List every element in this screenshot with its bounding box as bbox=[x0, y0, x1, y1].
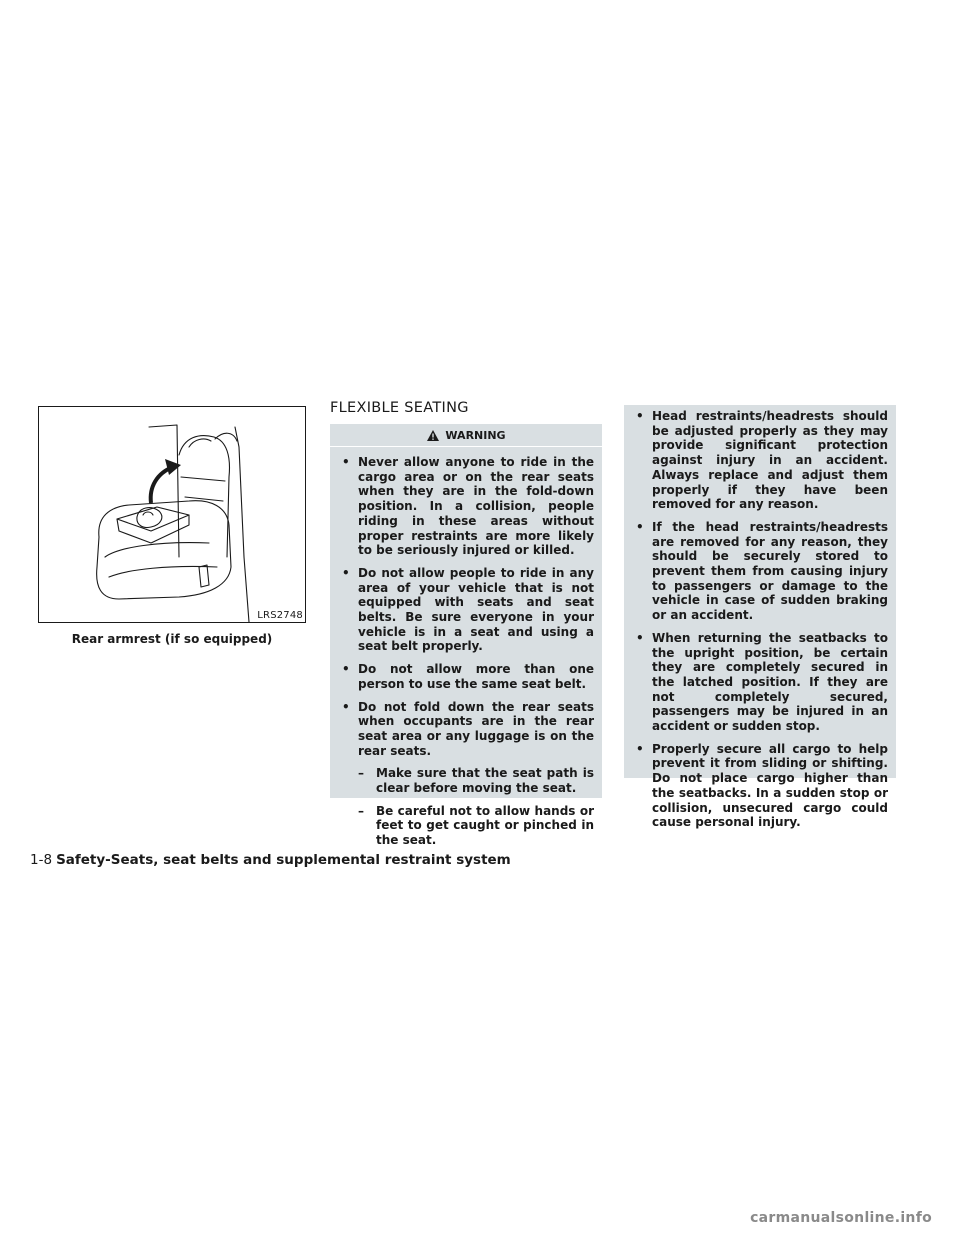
seat-illustration bbox=[39, 407, 305, 622]
warning-item: • When returning the seatbacks to the upright position, be certain they are completely secured in the latched position. If they are not completely secured, passengers may be injured in an accident or sudden stop. bbox=[632, 631, 888, 734]
figure-code: LRS2748 bbox=[257, 610, 303, 621]
page-number: 1-8 bbox=[30, 852, 53, 868]
warning-label: WARNING bbox=[445, 428, 506, 442]
watermark: carmanualsonline.info bbox=[750, 1210, 932, 1226]
warning-triangle-icon bbox=[426, 429, 440, 442]
warning-box-right bbox=[624, 405, 896, 830]
page-footer bbox=[30, 852, 511, 868]
warning-item: • If the head restraints/headrests are removed for any reason, they should be securely stored to prevent them from causing injury to passengers or damage to the vehicle in case of sudden braking or an accident. bbox=[632, 520, 888, 623]
figure-caption: Rear armrest (if so equipped) bbox=[71, 632, 273, 646]
section-title: FLEXIBLE SEATING bbox=[330, 400, 469, 416]
warning-item: • Do not allow more than one person to use the same seat belt. bbox=[338, 662, 594, 691]
warning-item: • Do not allow people to ride in any area of your vehicle that is not equipped with seats and seat belts. Be sure everyone in your vehicle is in a seat and using a seat belt properly. bbox=[338, 566, 594, 654]
warning-subitem: – Make sure that the seat path is clear before moving the seat. bbox=[338, 766, 594, 795]
warning-subitem: – Be careful not to allow hands or feet to get caught or pinched in the seat. bbox=[338, 804, 594, 848]
warning-box-left bbox=[330, 424, 602, 848]
warning-item: • Properly secure all cargo to help prevent it from sliding or shifting. Do not place cargo higher than the seatbacks. In a sudden stop or collision, unsecured cargo could cause personal injury. bbox=[632, 742, 888, 830]
warning-header bbox=[330, 424, 602, 447]
warning-item: • Head restraints/headrests should be adjusted properly as they may provide significant protection against injury in an accident. Always replace and adjust them properly if they have been removed for any reason. bbox=[632, 409, 888, 512]
warning-item: • Do not fold down the rear seats when occupants are in the rear seat area or any luggage is on the rear seats. bbox=[338, 700, 594, 759]
figure-rear-armrest bbox=[38, 406, 306, 623]
warning-item: • Never allow anyone to ride in the cargo area or on the rear seats when they are in the fold-down position. In a collision, people riding in these areas without proper restraints are more likely to be seriously injured or killed. bbox=[338, 455, 594, 558]
chapter-title: Safety-Seats, seat belts and supplemental restraint system bbox=[56, 852, 511, 868]
